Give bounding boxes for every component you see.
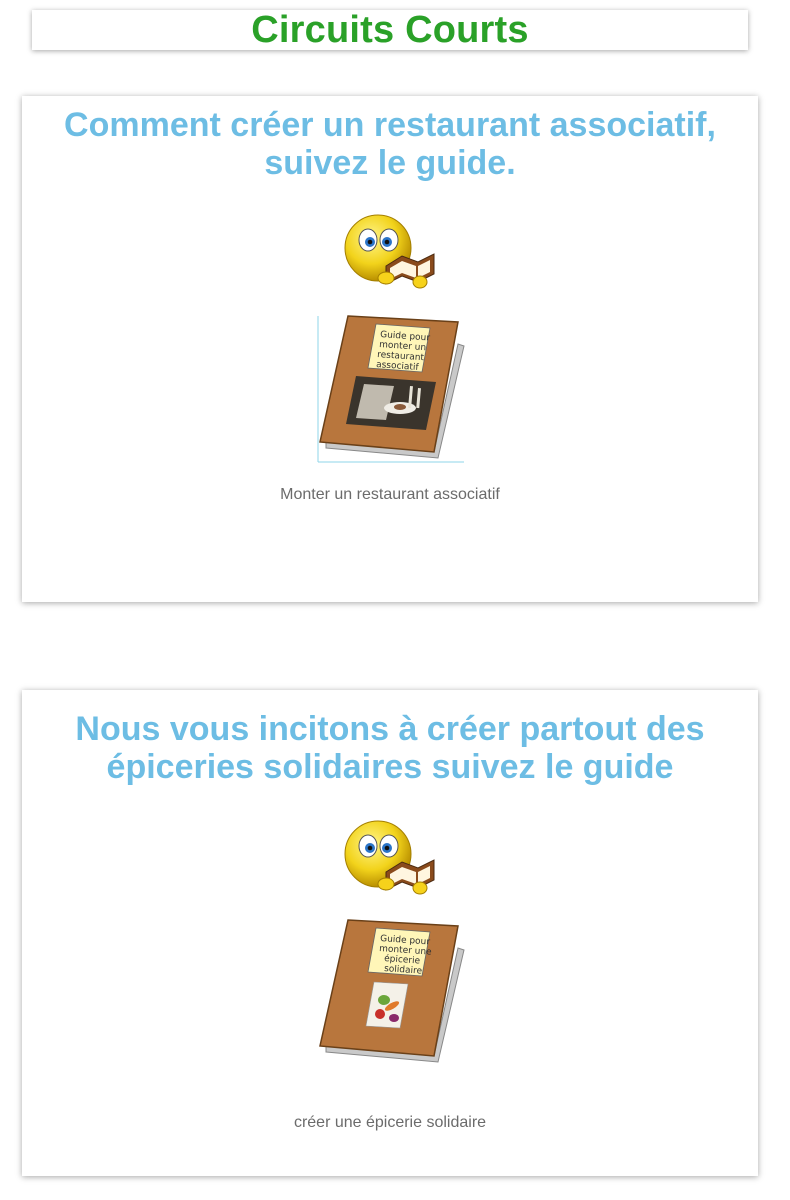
book-cover-text: restaurant xyxy=(376,350,425,364)
book-cover-text: solidaire xyxy=(383,964,423,977)
restaurant-guide-link[interactable]: Monter un restaurant associatif xyxy=(280,486,500,503)
restaurant-guide-book-link[interactable] xyxy=(312,312,472,467)
guide-book-icon xyxy=(312,916,472,1071)
card-title: Comment créer un restaurant associatif, suivez le guide. xyxy=(64,106,716,182)
reading-emoji-icon xyxy=(340,818,440,898)
book-cover-text: monter une xyxy=(378,944,432,958)
book-cover-text: Guide pour xyxy=(379,330,431,344)
epicerie-guide-link[interactable]: créer une épicerie solidaire xyxy=(293,1114,487,1131)
card-title: Nous vous incitons à créer partout des épiceries solidaires suivez le guide xyxy=(75,710,705,786)
book-cover-text: épicerie xyxy=(383,954,421,967)
book-cover-text: Guide pour xyxy=(379,934,431,948)
epicerie-guide-book-link[interactable] xyxy=(312,916,472,1071)
site-header xyxy=(32,10,748,50)
book-cover-text: monter un xyxy=(378,340,427,354)
book-cover-text: associatif xyxy=(375,360,419,373)
guide-book-icon xyxy=(312,312,472,467)
reading-emoji-icon xyxy=(340,212,440,292)
guide-card-epicerie xyxy=(22,690,758,1176)
site-title[interactable]: Circuits Courts xyxy=(251,9,529,51)
guide-card-restaurant xyxy=(22,96,758,602)
